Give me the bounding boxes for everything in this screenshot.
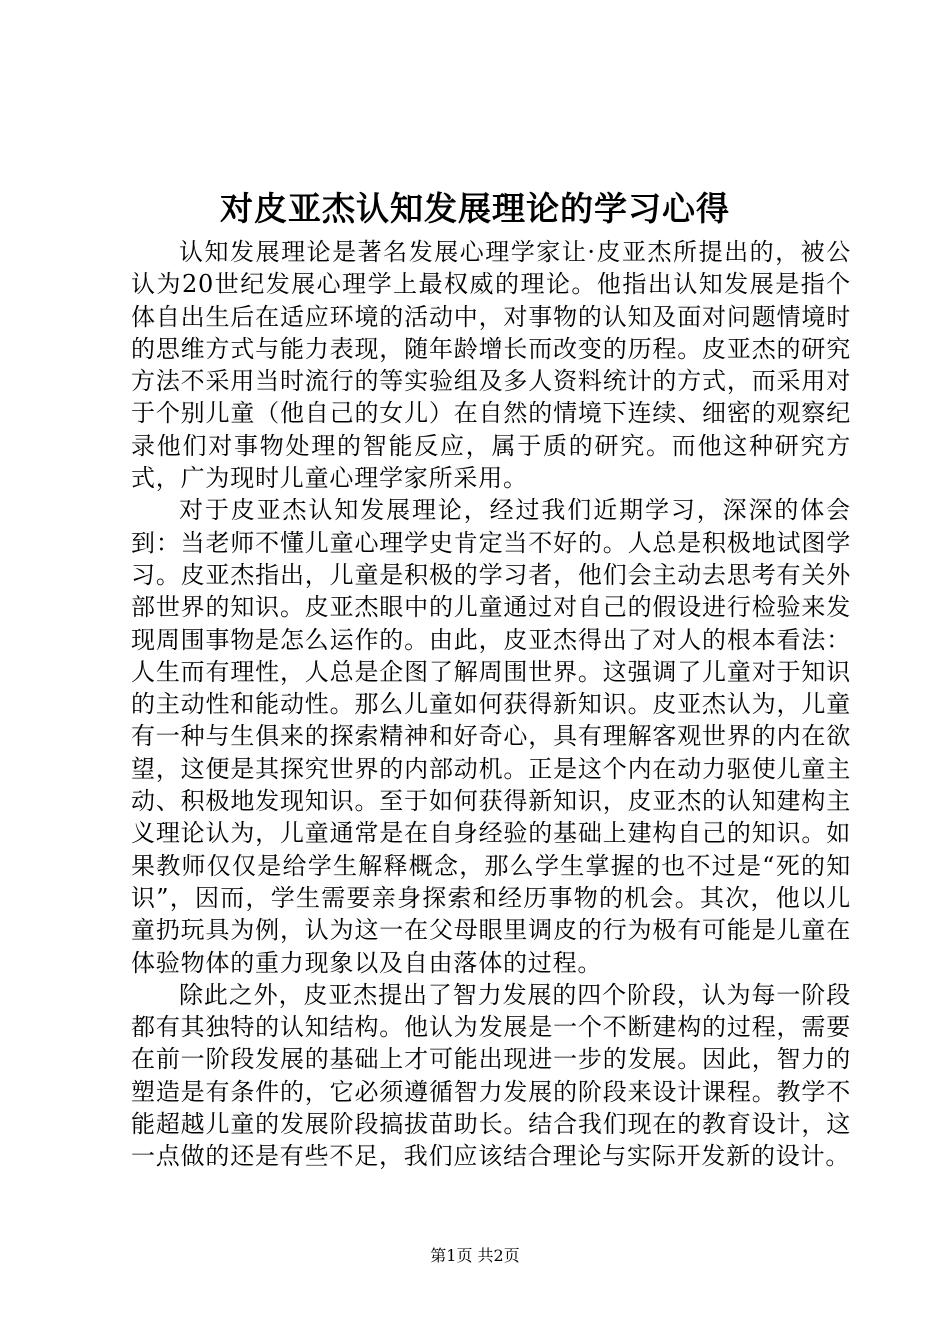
document-title: 对皮亚杰认知发展理论的学习心得 (220, 189, 730, 228)
paragraph-1: 认知发展理论是著名发展心理学家让·皮亚杰所提出的，被公认为20世纪发展心理学上最权威的理论。他指出认知发展是指个体自出生后在适应环境的活动中，对事物的认知及面对问题情境时的思维方式与能力表现，随年龄增长而改变的历程。皮亚杰的研究方法不采用当时流行的等实验组及多人资料统计的方式，而采用对于个别儿童（他自己的女儿）在自然的情境下连续、细密的观察纪录他们对事物处理的智能反应，属于质的研究。而他这种研究方式，广为现时儿童心理学家所采用。 (131, 238, 851, 493)
paragraph-2: 对于皮亚杰认知发展理论，经过我们近期学习，深深的体会到：当老师不懂儿童心理学史肯定当不好的。人总是积极地试图学习。皮亚杰指出，儿童是积极的学习者，他们会主动去思考有关外部世界的知识。皮亚杰眼中的儿童通过对自己的假设进行检验来发现周围事物是怎么运作的。由此，皮亚杰得出了对人的根本看法：人生而有理性，人总是企图了解周围世界。这强调了儿童对于知识的主动性和能动性。那么儿童如何获得新知识。皮亚杰认为，儿童有一种与生俱来的探索精神和好奇心，具有理解客观世界的内在欲望，这便是其探究世界的内部动机。正是这个内在动力驱使儿童主动、积极地发现知识。至于如何获得新知识，皮亚杰的认知建构主义理论认为，儿童通常是在自身经验的基础上建构自己的知识。如果教师仅仅是给学生解释概念，那么学生掌握的也不过是“死的知识”，因而，学生需要亲身探索和经历事物的机会。其次，他以儿童扔玩具为例，认为这一在父母眼里调皮的行为极有可能是儿童在体验物体的重力现象以及自由落体的过程。 (131, 496, 851, 977)
page-number-footer: 第1页 共2页 (430, 1246, 520, 1265)
document-body (131, 236, 851, 1173)
paragraph-3: 除此之外，皮亚杰提出了智力发展的四个阶段，认为每一阶段都有其独特的认知结构。他认为发展是一个不断建构的过程，需要在前一阶段发展的基础上才可能出现进一步的发展。因此，智力的塑造是有条件的，它必须遵循智力发展的阶段来设计课程。教学不能超越儿童的发展阶段搞拔苗助长。结合我们现在的教育设计，这一点做的还是有些不足，我们应该结合理论与实际开发新的设计。 (131, 980, 851, 1171)
